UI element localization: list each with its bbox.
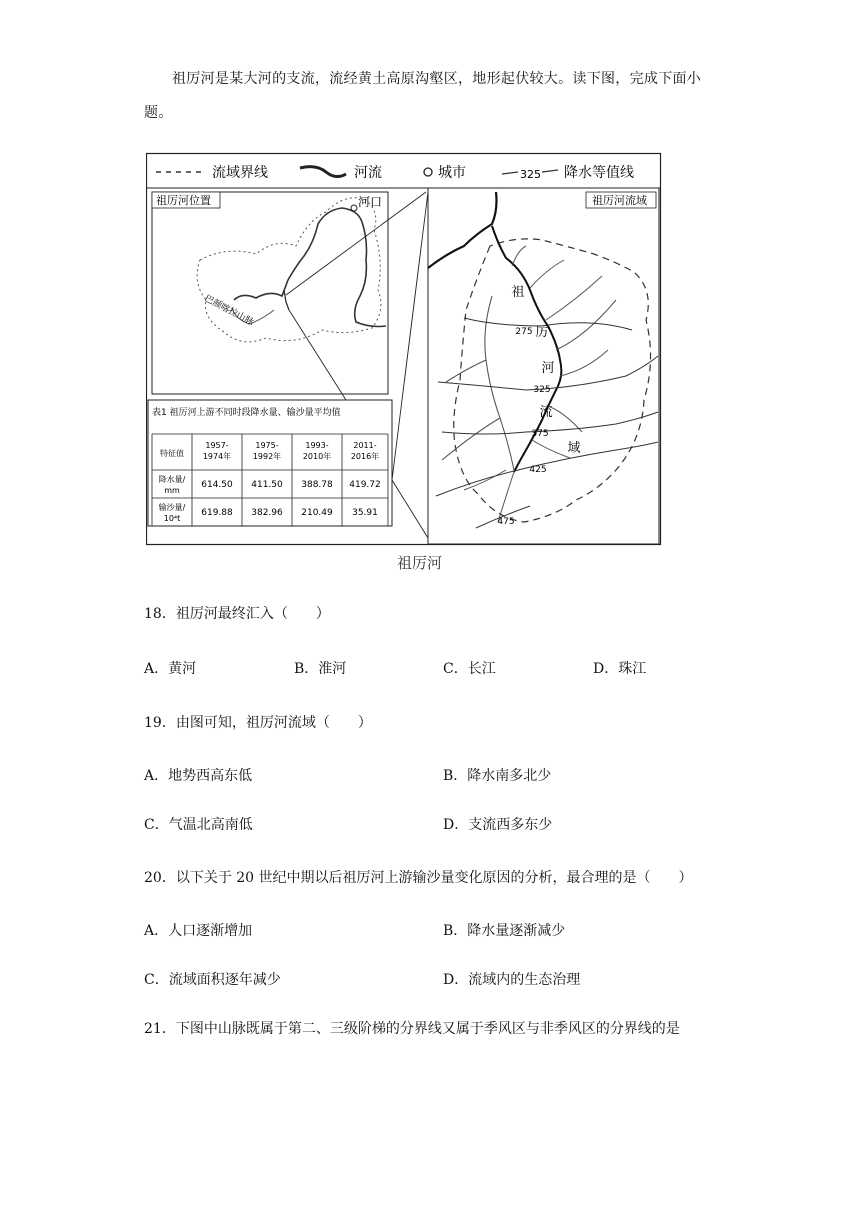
question-19-stem: 19．由图可知，祖厉河流域（ ）: [144, 715, 372, 731]
q20-option-c[interactable]: C．流域面积逐年减少: [144, 972, 281, 988]
q19-option-c[interactable]: C．气温北高南低: [144, 817, 253, 833]
q19-option-b[interactable]: B．降水南多北少: [443, 768, 552, 784]
q20-option-d[interactable]: D．流域内的生态治理: [443, 972, 581, 988]
question-18-stem: 18．祖厉河最终汇入（ ）: [144, 606, 330, 622]
question-21-stem: 21．下图中山脉既属于第二、三级阶梯的分界线又属于季风区与非季风区的分界线的是: [144, 1021, 680, 1037]
table-row-label: 降水量/ mm: [158, 475, 186, 495]
hekou-label: 河口: [358, 195, 383, 209]
river-name-char: 域: [567, 441, 581, 456]
table-cell: 35.91: [352, 508, 378, 518]
table-cell: 619.88: [201, 508, 233, 518]
basin-map-title: 祖厉河流域: [592, 194, 647, 207]
table-period-header: 1975-1992年: [252, 441, 282, 461]
table-cell: 411.50: [251, 480, 283, 490]
location-map-title: 祖厉河位置: [156, 194, 211, 207]
table-cell: 210.49: [301, 508, 333, 518]
river-name-char: 厉: [535, 325, 549, 340]
legend-city-symbol: [424, 168, 432, 176]
figure-caption: 祖厉河: [397, 554, 443, 572]
q19-option-a[interactable]: A．地势西高东低: [144, 768, 253, 784]
river-name-char: 河: [541, 361, 555, 376]
map-legend: [156, 164, 634, 181]
legend-river-label: 河流: [354, 165, 382, 181]
q20-option-b[interactable]: B．降水量逐渐减少: [443, 923, 566, 939]
table-period-header: 2011-2016年: [350, 441, 380, 461]
q18-option-b[interactable]: B．淮河: [294, 661, 347, 677]
q18-option-d[interactable]: D．珠江: [593, 661, 647, 677]
table-period-header: 1993-2010年: [302, 441, 332, 461]
isohyet-label: 325: [533, 385, 551, 395]
table-cell: 382.96: [251, 508, 283, 518]
q19-option-d[interactable]: D．支流西多东少: [443, 817, 553, 833]
basin-map: [428, 188, 659, 544]
location-map: [152, 192, 388, 394]
table-title: 表1 祖厉河上游不同时段降水量、输沙量平均值: [152, 408, 341, 418]
isohyet-label: 475: [497, 517, 515, 527]
legend-isohyet-label: 降水等值线: [564, 165, 634, 181]
river-name-char: 祖: [511, 285, 525, 300]
table-row-label: 输沙量/ 10⁴t: [158, 503, 186, 523]
isohyet-label: 425: [529, 465, 547, 475]
legend-boundary-label: 流域界线: [212, 165, 268, 181]
table-cell: 388.78: [301, 480, 333, 490]
table-period-header: 1957-1974年: [202, 441, 232, 461]
mountain-label: 巴颜喀拉山脉: [202, 293, 255, 329]
isohyet-label: 375: [531, 429, 549, 439]
river-figure: [146, 150, 662, 550]
legend-isohyet-value: 325: [520, 168, 541, 181]
table-cell: 419.72: [349, 480, 381, 490]
q18-option-c[interactable]: C．长江: [443, 661, 496, 677]
intro-paragraph: 祖厉河是某大河的支流，流经黄土高原沟壑区，地形起伏较大。读下图，完成下面小题。: [144, 71, 702, 121]
river-name-char: 流: [539, 405, 553, 420]
table-cell: 614.50: [201, 480, 233, 490]
q18-option-a[interactable]: A．黄河: [144, 661, 197, 677]
legend-river-symbol: [300, 167, 346, 177]
isohyet-label: 275: [515, 327, 533, 337]
q20-option-a[interactable]: A．人口逐渐增加: [144, 923, 253, 939]
table-corner: 特征值: [160, 449, 184, 458]
question-20-stem: 20．以下关于 20 世纪中期以后祖厉河上游输沙量变化原因的分析，最合理的是（ ）: [144, 870, 693, 886]
legend-city-label: 城市: [438, 165, 466, 181]
data-table: [148, 400, 392, 526]
